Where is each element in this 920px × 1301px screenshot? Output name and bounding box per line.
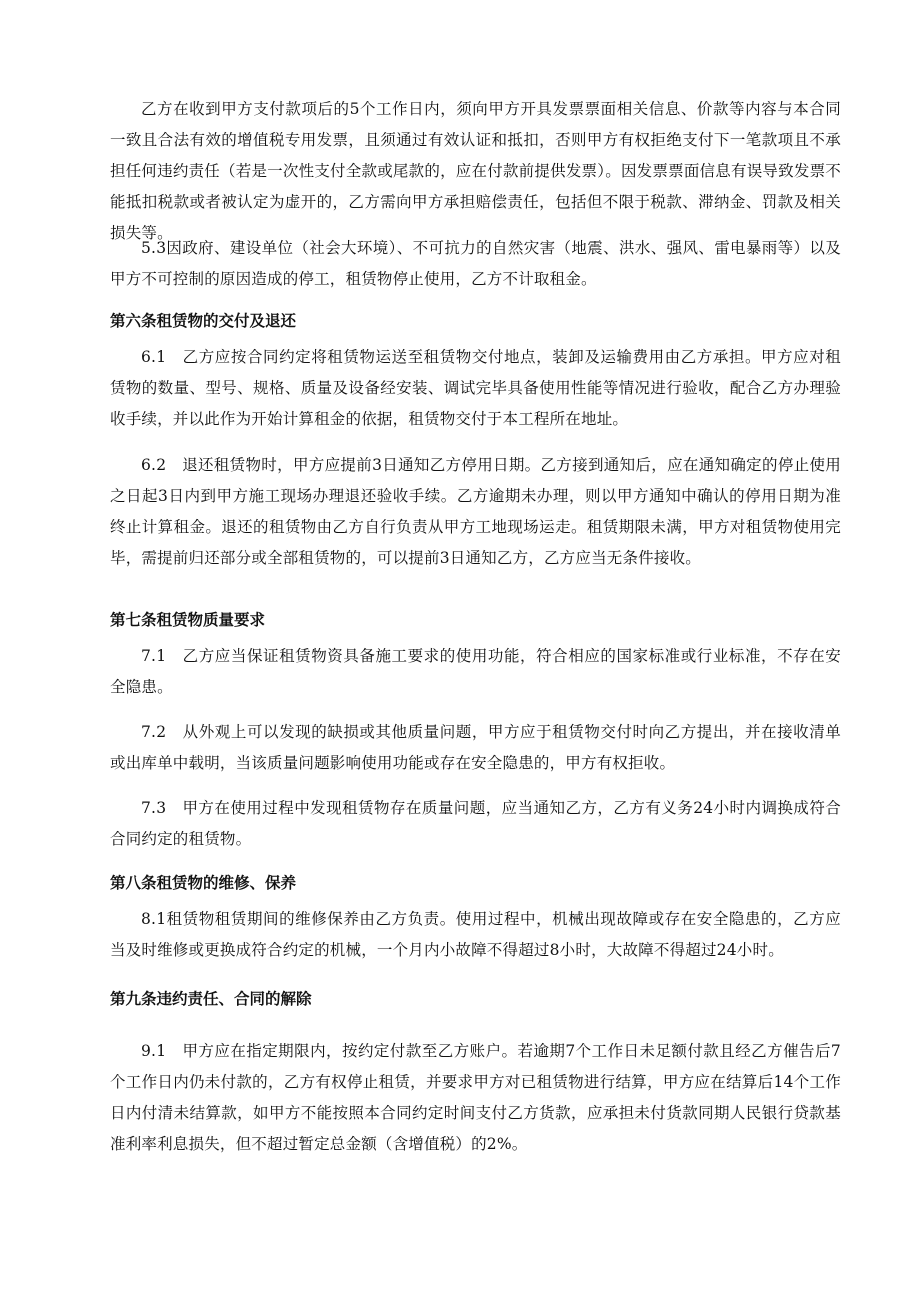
paragraph-5-3: 5.3因政府、建设单位（社会大环境）、不可抗力的自然灾害（地震、洪水、强风、雷电暴雨等）以及甲方不可控制的原因造成的停工，租赁物停止使用，乙方不计取租金。 xyxy=(110,239,841,288)
paragraph-7-3: 7.3 甲方在使用过程中发现租赁物存在质量问题，应当通知乙方，乙方有义务24小时内调换成符合合同约定的租赁物。 xyxy=(110,799,841,848)
heading-article-8: 第八条租赁物的维修、保养 xyxy=(110,873,297,892)
paragraph-7-1: 7.1 乙方应当保证租赁物资具备施工要求的使用功能，符合相应的国家标准或行业标准，不存在安全隐患。 xyxy=(110,647,841,696)
paragraph-6-2: 6.2 退还租赁物时，甲方应提前3日通知乙方停用日期。乙方接到通知后，应在通知确定的停止使用之日起3日内到甲方施工现场办理退还验收手续。乙方逾期未办理，则以甲方通知中确认的停用日期为准终止计算租金。退还的租赁物由乙方自行负责从甲方工地现场运走。租赁期限未满，甲方对租赁物使用完毕，需提前归还部分或全部租赁物的，可以提前3日通知乙方，乙方应当无条件接收。 xyxy=(110,456,841,567)
heading-article-6: 第六条租赁物的交付及退还 xyxy=(110,311,297,330)
paragraph-6-1: 6.1 乙方应按合同约定将租赁物运送至租赁物交付地点，装卸及运输费用由乙方承担。甲方应对租赁物的数量、型号、规格、质量及设备经安装、调试完毕具备使用性能等情况进行验收，配合乙方办理验收手续，并以此作为开始计算租金的依据，租赁物交付于本工程所在地址。 xyxy=(110,348,841,428)
paragraph-7-2: 7.2 从外观上可以发现的缺损或其他质量问题，甲方应于租赁物交付时向乙方提出，并在接收清单或出库单中载明，当该质量问题影响使用功能或存在安全隐患的，甲方有权拒收。 xyxy=(110,723,841,772)
paragraph-8-1: 8.1租赁物租赁期间的维修保养由乙方负责。使用过程中，机械出现故障或存在安全隐患的，乙方应当及时维修或更换成符合约定的机械，一个月内小故障不得超过8小时，大故障不得超过24小时。 xyxy=(110,910,841,959)
paragraph-invoice: 乙方在收到甲方支付款项后的5个工作日内，须向甲方开具发票票面相关信息、价款等内容与本合同一致且合法有效的增值税专用发票，且须通过有效认证和抵扣，否则甲方有权拒绝支付下一笔款项且不承担任何违约责任（若是一次性支付全款或尾款的，应在付款前提供发票）。因发票票面信息有误导致发票不能抵扣税款或者被认定为虚开的，乙方需向甲方承担赔偿责任，包括但不限于税款、滞纳金、罚款及相关损失等。 xyxy=(110,100,841,242)
heading-article-9: 第九条违约责任、合同的解除 xyxy=(110,989,312,1008)
paragraph-9-1: 9.1 甲方应在指定期限内，按约定付款至乙方账户。若逾期7个工作日未足额付款且经乙方催告后7个工作日内仍未付款的，乙方有权停止租赁，并要求甲方对已租赁物进行结算，甲方应在结算后14个工作日内付清未结算款，如甲方不能按照本合同约定时间支付乙方货款，应承担未付货款同期人民银行贷款基准利率利息损失，但不超过暂定总金额（含增值税）的2%。 xyxy=(110,1042,841,1153)
heading-article-7: 第七条租赁物质量要求 xyxy=(110,610,266,629)
